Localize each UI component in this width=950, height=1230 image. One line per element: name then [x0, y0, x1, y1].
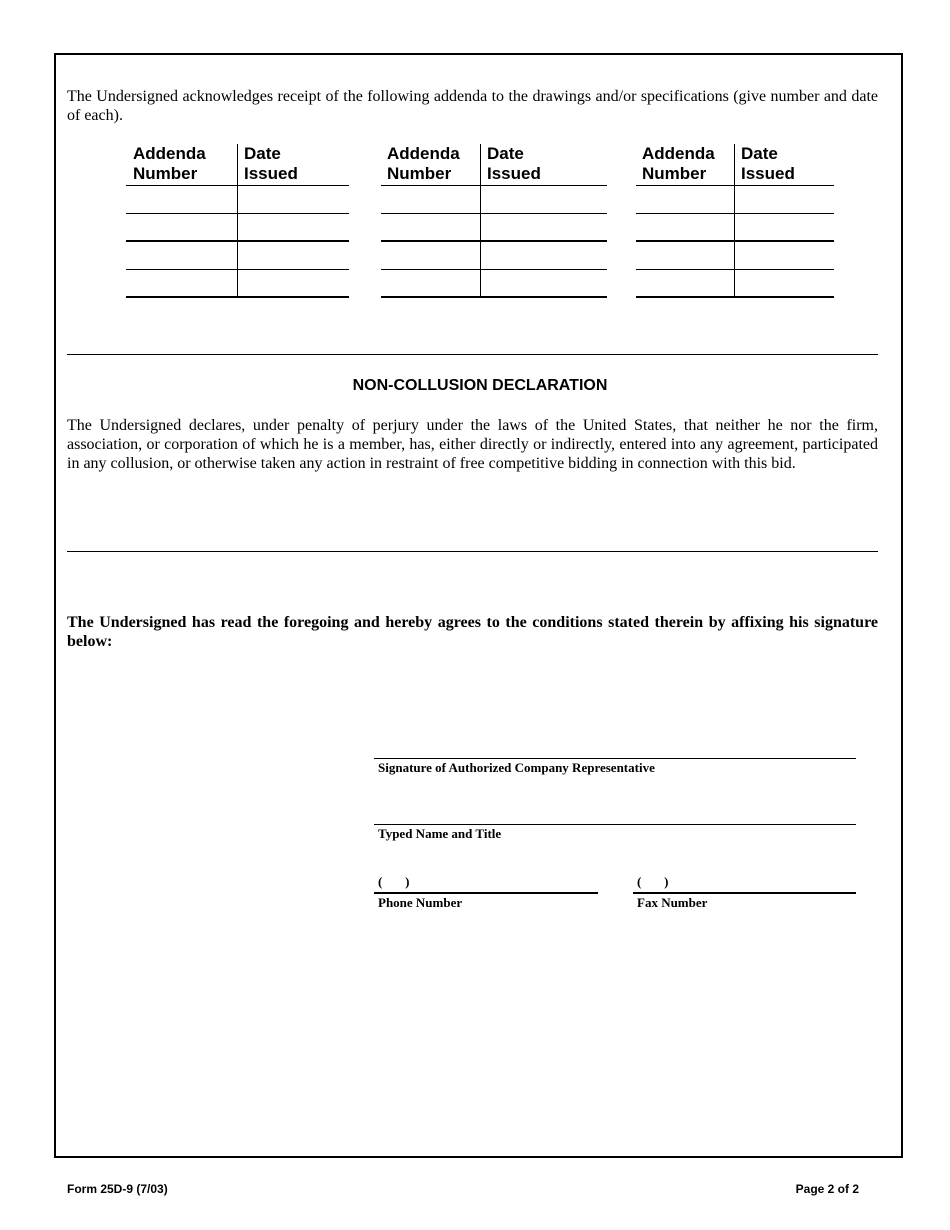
addenda-table-1 — [126, 144, 349, 299]
header-rule — [381, 185, 607, 186]
row-rule — [126, 240, 349, 242]
addenda-table-3 — [636, 144, 834, 299]
typed-name-line[interactable] — [374, 824, 856, 825]
date-issued-header: Date Issued — [741, 144, 795, 183]
column-divider — [734, 144, 735, 297]
row-rule — [636, 296, 834, 298]
row-rule — [636, 269, 834, 270]
phone-number-line[interactable] — [374, 892, 598, 894]
signature-line[interactable] — [374, 758, 856, 759]
row-rule — [126, 213, 349, 214]
fax-number-line[interactable] — [633, 892, 856, 894]
agreement-text: The Undersigned has read the foregoing and hereby agrees to the conditions stated therein by affixing his signature below: — [67, 614, 878, 650]
row-rule — [126, 269, 349, 270]
row-rule — [381, 269, 607, 270]
row-rule — [126, 296, 349, 298]
addenda-table-2 — [381, 144, 607, 299]
form-id: Form 25D-9 (7/03) — [67, 1182, 168, 1196]
section-divider — [67, 354, 878, 355]
declaration-title: NON-COLLUSION DECLARATION — [352, 377, 608, 394]
phone-number-label: Phone Number — [378, 895, 463, 910]
row-rule — [381, 240, 607, 242]
phone-area-code: ( ) — [378, 874, 410, 889]
addenda-number-header: Addenda Number — [133, 144, 206, 183]
addenda-number-header: Addenda Number — [642, 144, 715, 183]
header-rule — [636, 185, 834, 186]
addenda-number-header: Addenda Number — [387, 144, 460, 183]
fax-number-label: Fax Number — [637, 895, 708, 910]
row-rule — [381, 296, 607, 298]
page-number: Page 2 of 2 — [795, 1182, 859, 1196]
addenda-intro-text: The Undersigned acknowledges receipt of the following addenda to the drawings and/or specifications (give number and date of each). — [67, 88, 878, 124]
column-divider — [237, 144, 238, 297]
date-issued-header: Date Issued — [244, 144, 298, 183]
signature-label: Signature of Authorized Company Representative — [378, 760, 655, 775]
date-issued-header: Date Issued — [487, 144, 541, 183]
typed-name-label: Typed Name and Title — [378, 826, 502, 841]
fax-area-code: ( ) — [637, 874, 669, 889]
row-rule — [636, 240, 834, 242]
row-rule — [381, 213, 607, 214]
header-rule — [126, 185, 349, 186]
section-divider — [67, 551, 878, 552]
column-divider — [480, 144, 481, 297]
row-rule — [636, 213, 834, 214]
declaration-text: The Undersigned declares, under penalty of perjury under the laws of the United States, that neither he nor the firm, association, or corporation of which he is a member, has, either directly or indirectly, entered into any agreement, participated in any collusion, or otherwise taken any action in restraint of free competitive bidding in connection with this bid. — [67, 417, 878, 472]
